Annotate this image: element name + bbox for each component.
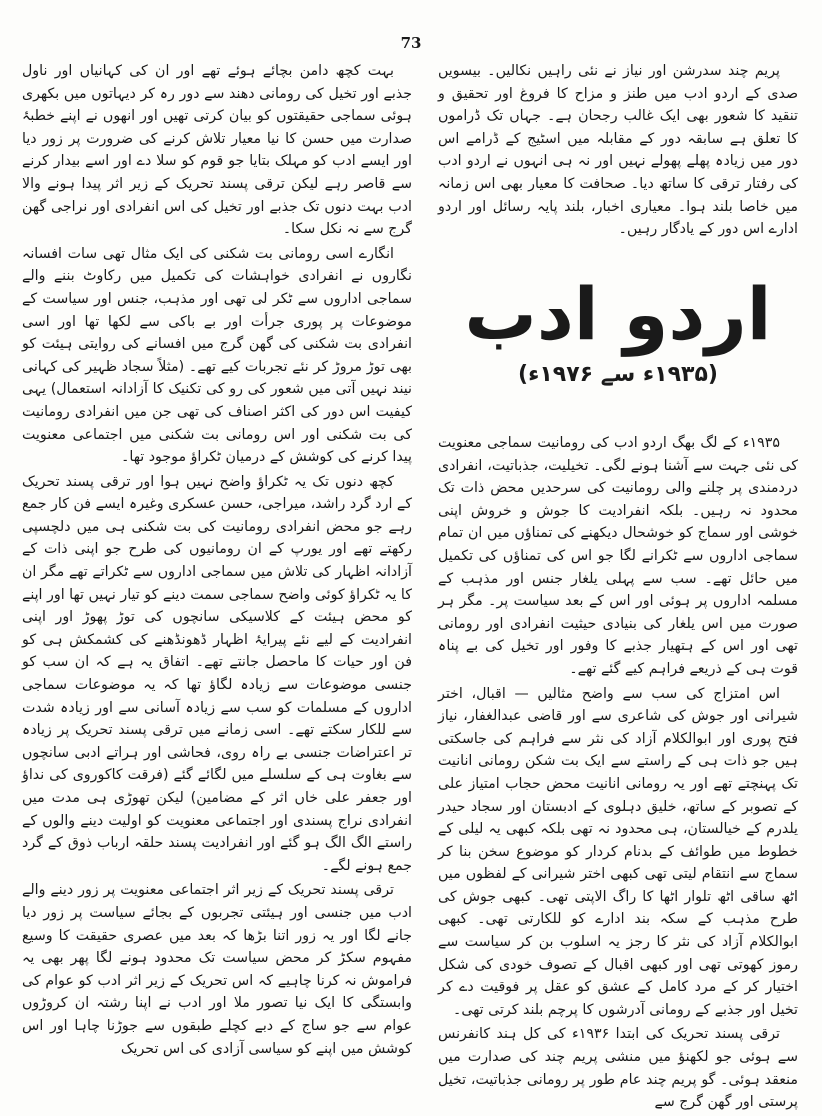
paragraph: کچھ دنوں تک یہ ٹکراؤ واضح نہیں ہوا اور ترقی پسند تحریک کے ارد گرد راشد، میراجی، حسن عسکری وغیرہ ایسے فن کار جمع رہے جو محض انفرادی رومانیت کی بت شکنی ہی میں دلچسپی رکھتے تھے اور یورپ کے ان رومانیوں کی طرح جو اپنی ذات کے آزادانہ اظہار کی تلاش میں سماجی اداروں سے ٹکراتے تھے مگر ان کا یہ ٹکراؤ کوئی واضح سماجی سمت دینے کو تیار نہیں تھا اور اپنے کو محض ہیئت کے کلاسیکی سانچوں کی توڑ پھوڑ اور اپنی انفرادیت کے لیے نئے پیرایۂ اظہار ڈھونڈھنے کی کشمکش ہی کو فن اور حیات کا ماحصل جانتے تھے۔ اتفاق یہ ہے کہ ان سب کو جنسی موضوعات سے زیادہ لگاؤ تھا کہ یہ موضوعات سماجی اداروں کے مسلمات کو سب سے زیادہ آسانی سے اور زیادہ شدت سے للکار سکتے تھے۔ اسی زمانے میں ترقی پسند تحریک پر زیادہ تر اعتراضات جنسی بے راہ روی، فحاشی اور ہراتے ادبی سانچوں سے بغاوت ہی کے سلسلے میں لگائے گئے (فرقت کاکوروی کی نداؤ اور جعفر علی خاں اثر کے مضامین) لیکن تھوڑی ہی مدت میں انفرادی نراج پسندی اور اجتماعی معنویت کو اولیت دینے والوں کے راستے الگ الگ ہو گئے اور انفرادیت پسند حلقہ ارباب ذوق کے گرد جمع ہونے لگے۔ [22,473,412,874]
chapter-title: اردو ادب [464,272,772,356]
paragraph: بہت کچھ دامن بچائے ہوئے تھے اور ان کی کہانیاں اور ناول جذبے اور تخیل کی رومانی دھند سے دور رہ کر دیہاتوں میں بکھری ہوئی سماجی حقیقتوں کو بیان کرتی تھیں اور انھوں نے اپنے خطبۂ صدارت میں حسن کا نیا معیار تلاش کرنے کی ضرورت پر زور دیا اور ایسے ادب کو مہلک بتایا جو قوم کو سلا دے اور اسے بیدار کرنے سے قاصر رہے لیکن ترقی پسند تحریک کے زیر اثر پیدا ہونے والا ادب بہت دنوں تک جذبے اور تخیل کی اس انفرادی اور نراجی گھن گرج سے نہ نکل سکا۔ [22,63,412,238]
paragraph: اس امتزاج کی سب سے واضح مثالیں — اقبال، اختر شیرانی اور جوش کی شاعری سے اور قاضی عبدالغفار، نیاز فتح پوری اور ابوالکلام آزاد کی نثر سے فراہم کی جاسکتی ہیں جو ذات ہی کے راستے سے ایک بت شکن رومانی انانیت تک پہنچتے تھے اور یہ رومانی انانیت محض حجاب امتیاز علی کے تصوبر کے ساتھ، خلیق دہلوی کے ادبستان اور سجاد حیدر یلدرم کے خیالستان، ہی محدود نہ تھی بلکہ کبھی یہ لیلی کے خطوط میں طوائف کے بدنام کردار کو موضوع سخن بنا کر سماج سے انتقام لیتی تھی کبھی اختر شیرانی کے لفظوں میں اٹھ ساقی اٹھ تلوار اٹھا کا راگ الاپتی تھی۔ کبھی جوش کی طرح مذہب کے سکہ بند ادارے کو للکارتی تھی۔ کبھی ابوالکلام آزاد کی نثر کا رجز یہ اسلوب بن کر سیاست سے رموز کھوتی تھی اور کبھی اقبال کے تصوف خودی کی شکل اختیار کر کے مرد کامل کے عشق کو عقل پر فوقیت دے کر تخیل اور جذبے کے رومانی آدرشوں کا پرچم بلند کرتی تھی۔ [438,685,798,1018]
paragraph: انگارے اسی رومانی بت شکنی کی ایک مثال تھی سات افسانہ نگاروں نے انفرادی خواہشات کی تکمیل میں رکاوٹ بننے والے سماجی اداروں سے ٹکر لی تھی اور مذہب، جنس اور سیاست کے موضوعات پر پوری جرأت اور بے باکی سے لکھا تھا اور اسی انفرادی بت شکنی کی گھن گرج میں افسانے کی روایتی ہیئت کو بھی توڑ مروڑ کر نئے تجربات کیے تھے۔ (مثلاً سجاد ظہیر کی کہانی نیند نہیں آتی میں شعور کی رو کی تکنیک کا آزادانہ استعمال) یہی کیفیت اس دور کی اکثر اصناف کی تھی جن میں انفرادی رومانیت کی بت شکنی اور اس رومانی بت شکنی میں اجتماعی معنویت پیدا کرنے کی کوشش کے درمیان ٹکراؤ موجود تھا۔ [22,245,412,466]
right-column-top-text [438,60,798,243]
paragraph: پریم چند سدرشن اور نیاز نے نئی راہیں نکالیں۔ بیسویں صدی کے اردو ادب میں طنز و مزاح کا فروغ اور تحقیق و تنقید کا شعور بھی ایک غالب رجحان ہے۔ جہاں تک ڈراموں کا تعلق ہے سابقہ دور کے مقابلہ میں اسٹیج کے ڈرامے اس دور میں زیادہ پھلے پھولے نہیں اور نہ ہی انہوں نے اردو ادب کی رفتار ترقی کا ساتھ دیا۔ صحافت کا معیار بھی اس زمانہ میں خاصا بلند ہوا۔ معیاری اخبار، بلند پایہ رسائل اور اردو ادارے اس دور کے یادگار رہیں۔ [438,63,798,238]
page-number: 73 [400,34,422,52]
paragraph: ۱۹۳۵ء کے لگ بھگ اردو ادب کی رومانیت سماجی معنویت کی نئی جہت سے آشنا ہونے لگی۔ تخیلیت، جذباتیت، انفرادی دردمندی پر چلنے والی رومانیت کی سرحدیں محض ذات تک محدود نہ رہیں۔ بلکہ انفرادیت کا جوش و خروش اپنی خوشی اور سماج کو خوشحال دیکھنے کی تمناؤں میں ان تمام سماجی اداروں سے ٹکرانے لگا جو اس کی تمناؤں کی تکمیل میں حائل تھے۔ سب سے پہلی یلغار جنس اور مذہب کے مسلمہ اداروں پر ہوئی اور اس کے بعد سیاست پر۔ مگر ہر صورت میں اس یلغار کی بنیادی حیثیت انفرادی اور رومانی تھی اور اس کے ہتھیار جذبے کا وفور اور تخیل کی بے پناہ قوت ہی کے ذریعے فراہم کیے گئے تھے۔ [438,435,798,677]
right-column-bottom-text [438,432,798,1116]
paragraph: ترقی پسند تحریک کی ابتدا ۱۹۳۶ء کی کل ہند کانفرنس سے ہوئی جو لکھنؤ میں منشی پریم چند کی صدارت میں منعقد ہوئی۔ گو پریم چند عام طور پر رومانی جذباتیت، تخیل پرستی اور گھن گرج سے [438,1026,798,1111]
chapter-subtitle: (۱۹۳۵ء سے ۱۹۷۶ء) [518,362,718,387]
paragraph: ترقی پسند تحریک کے زیر اثر اجتماعی معنویت پر زور دینے والے ادب میں جنسی اور ہیئتی تجربوں کے بجائے سیاست پر زور دیا جانے لگا اور یہ زور اتنا بڑھا کہ بعد میں عصری حقیقت کا وسیع مفہوم سکڑ کر محض سیاست تک محدود ہونے لگا پھر بھی یہ فراموش نہ کرنا چاہیے کہ اس تحریک کے زیر اثر ادب کو عوام کی وابستگی کا ایک نیا تصور ملا اور ادب نے اپنا رشتہ ان کروڑوں عوام سے جو ساج کے دبے کچلے طبقوں سے جوڑنا چاہا اور اس کوشش میں اپنے کو سیاسی آزادی کی اس تحریک [22,882,412,1057]
left-column-text [22,60,412,1062]
